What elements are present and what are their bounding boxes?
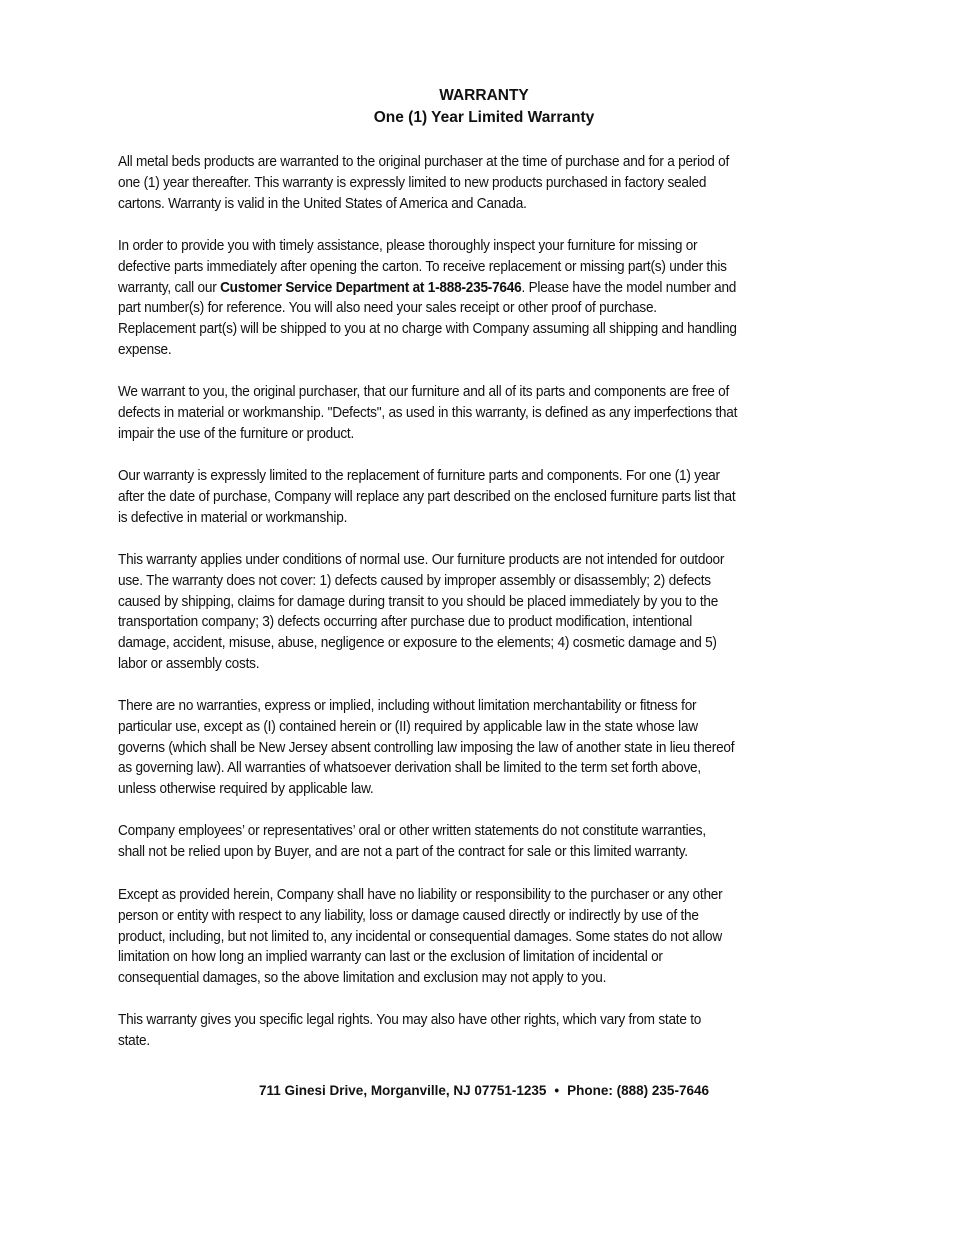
text-line: state. (118, 1032, 150, 1049)
company-contact-footer (118, 1081, 850, 1101)
text-line: This warranty gives you specific legal rights. You may also have other rights, which vary from state to (118, 1012, 702, 1028)
text-line (118, 278, 737, 299)
text-line: particular use, except as (I) contained herein or (II) required by applicable law in the state whose law (118, 718, 698, 735)
text-line: transportation company; 3) defects occurring after purchase due to product modification, intentional (118, 614, 693, 631)
page-title: WARRANTY (439, 87, 529, 104)
bullet-separator: • (554, 1083, 560, 1098)
paragraph-8 (118, 885, 722, 989)
text-line: as governing law). All warranties of whatsoever derivation shall be limited to the term set forth above, (118, 760, 701, 777)
text-line: cartons. Warranty is valid in the United States of America and Canada. (118, 195, 527, 212)
text-line: use. The warranty does not cover: 1) defects caused by improper assembly or disassembly; 2) defects (118, 572, 711, 589)
text-line: damage, accident, misuse, abuse, negligence or exposure to the elements; 4) cosmetic damage and 5) (118, 635, 717, 652)
paragraph-3 (118, 382, 737, 444)
text-line: We warrant to you, the original purchaser, that our furniture and all of its parts and components are free of (118, 384, 730, 400)
text-line: person or entity with respect to any liability, loss or damage caused directly or indirectly by use of the (118, 907, 699, 924)
text-line: defects in material or workmanship. "Defects", as used in this warranty, is defined as any imperfections that (118, 404, 738, 421)
text-line: Except as provided herein, Company shall have no liability or responsibility to the purchaser or any other (118, 887, 723, 903)
text-line: expense. (118, 341, 172, 358)
paragraph-1 (118, 152, 729, 214)
paragraph-2 (118, 236, 737, 361)
paragraph-7 (118, 821, 706, 863)
text-line: In order to provide you with timely assistance, please thoroughly inspect your furniture for missing or (118, 238, 698, 254)
text-line: Our warranty is expressly limited to the replacement of furniture parts and components. For one (1) year (118, 468, 720, 484)
text-line: There are no warranties, express or implied, including without limitation merchantability or fitness for (118, 698, 697, 714)
text-line: one (1) year thereafter. This warranty is expressly limited to new products purchased in factory sealed (118, 174, 707, 191)
text-line: after the date of purchase, Company will replace any part described on the enclosed furniture parts list that (118, 488, 736, 505)
text-line: part number(s) for reference. You will also need your sales receipt or other proof of purchase. (118, 300, 657, 317)
text-line: is defective in material or workmanship. (118, 509, 348, 526)
text-line: This warranty applies under conditions of normal use. Our furniture products are not intended for outdoor (118, 552, 725, 568)
text-line: Company employees’ or representatives’ oral or other written statements do not constitute warranties, (118, 823, 706, 839)
paragraph-6 (118, 696, 734, 800)
paragraph-5 (118, 550, 724, 675)
text-run: warranty, call our (118, 279, 221, 296)
text-line: labor or assembly costs. (118, 655, 260, 672)
text-line: product, including, but not limited to, any incidental or consequential damages. Some states do not allow (118, 928, 722, 945)
page-subtitle: One (1) Year Limited Warranty (373, 109, 595, 126)
text-line: consequential damages, so the above limitation and exclusion may not apply to you. (118, 970, 607, 987)
text-line: governs (which shall be New Jersey absent controlling law imposing the law of another state in lieu thereof (118, 739, 735, 756)
paragraph-9 (118, 1010, 701, 1052)
paragraph-4 (118, 466, 735, 528)
text-line: Replacement part(s) will be shipped to you at no charge with Company assuming all shipping and handling (118, 321, 737, 338)
text-line: All metal beds products are warranted to the original purchaser at the time of purchase and for a period of (118, 154, 730, 170)
text-line: impair the use of the furniture or product. (118, 425, 355, 442)
company-phone: Phone: (888) 235-7646 (567, 1083, 709, 1098)
text-line: unless otherwise required by applicable law. (118, 781, 374, 798)
text-run: . Please have the model number and (521, 279, 737, 296)
text-line: caused by shipping, claims for damage during transit to you should be placed immediately by you to the (118, 593, 719, 610)
text-line: defective parts immediately after opening the carton. To receive replacement or missing part(s) under this (118, 258, 727, 275)
company-address: 711 Ginesi Drive, Morganville, NJ 07751-1235 (259, 1083, 547, 1098)
customer-service-phone: Customer Service Department at 1-888-235-7646 (220, 279, 522, 296)
text-line: limitation on how long an implied warranty can last or the exclusion of limitation of incidental or (118, 949, 663, 966)
text-line: shall not be relied upon by Buyer, and are not a part of the contract for sale or this limited warranty. (118, 843, 688, 860)
